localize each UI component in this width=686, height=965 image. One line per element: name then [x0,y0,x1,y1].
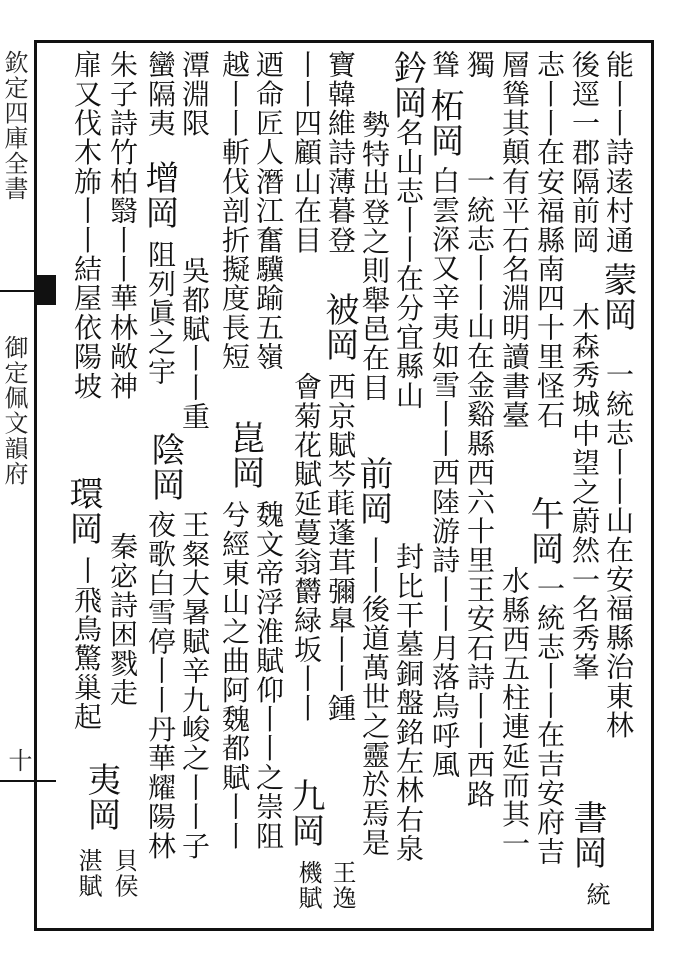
text-column-16: 扉又伐木斾丨丨結屋依陽坡 [70,50,103,401]
text-column-14: 蠻隔夷 [144,50,177,138]
margin-line-lower [0,780,56,782]
text-column-10: 丨丨四顧山在目 [290,50,323,255]
text-column-9: 寶韓維詩薄暮登 [324,50,357,255]
text-column-12: 越丨丨斬伐剖折擬度長短 [218,50,251,372]
text-column-16-tail: 湛賦 [74,848,102,899]
text-column-15-tail: 貝侯 [110,848,138,899]
headword-zhe-gang: 柘岡 [424,88,464,159]
text-column-15-cont: 秦宓詩困戮走 [106,532,139,708]
text-column-1-cont: 一統志丨丨山在安福縣治東林 [602,360,635,740]
headword-wu-gang: 午岡 [524,496,564,567]
text-column-11: 迺命匠人潛江奮驥踰五嶺 [252,50,285,372]
headword-shu-gang: 書岡 [567,800,607,871]
text-column-8: 勢特出登之則舉邑在目 [358,110,391,402]
text-column-7-cont: 封比干墓銅盤銘左林右泉 [392,542,425,864]
headword-bei-gang: 被岡 [319,292,359,363]
headword-kun-gang: 崑岡 [225,420,265,491]
frame-left-rule [34,40,37,931]
library-title: 欽定四庫全書 [0,50,28,202]
text-column-3: 志丨丨在安福縣南四十里怪石 [533,50,566,430]
text-column-10-cont: 會菊花賦延蔓翁欝緑坂丨丨 [290,372,323,723]
text-column-14-cont: 阻列眞之宇 [144,240,177,386]
margin-line-upper [0,290,56,292]
text-column-14-tail: 夜歌白雪停丨丨丹華耀陽林 [144,510,177,861]
text-column-6-top: 聳 [428,50,461,80]
text-column-4-cont: 水縣西五柱連延而其一 [498,566,531,858]
text-column-11-cont: 魏文帝浮淮賦仰丨丨之崇阻 [252,500,285,851]
text-column-5: 一統志丨丨山在金谿縣西六十里王安石詩丨丨西路 [463,166,496,809]
headword-yi-gang: 夷岡 [81,762,121,833]
folio-number: 十 [4,748,32,774]
headword-meng-gang: 蒙岡 [597,262,637,333]
text-column-1: 能丨丨詩逺村通 [602,50,635,255]
text-column-2-tail: 統 [582,882,610,908]
headword-zeng-gang: 增岡 [139,160,179,231]
text-column-5-top: 獨 [463,50,496,80]
text-column-16-cont: 丨飛鳥驚巢起 [70,556,103,732]
text-column-9-tail: 王逸 [328,860,356,911]
text-column-15: 朱子詩竹柏翳丨丨華林敞神 [106,50,139,401]
text-column-3-cont: 一統志丨丨在吉安府吉 [533,574,566,866]
headword-jiu-gang: 九岡 [285,778,325,849]
margin-band-lower [37,291,56,305]
headword-yin-gang: 陰岡 [145,432,185,503]
text-column-9-cont: 西京賦芩𦶇蓬茸彌臯丨丨鍾 [324,372,357,723]
text-column-12-cont: 兮經東山之曲阿魏都賦丨丨 [218,500,251,851]
book-title: 御定佩文韻府 [0,335,28,487]
frame-bottom-rule [34,928,654,931]
frame-top-rule [34,40,654,43]
headword-huan-gang: 環岡 [63,476,103,547]
text-column-13-cont: 吳都賦丨丨重 [178,256,211,432]
text-column-13: 潭淵限 [178,50,211,138]
margin-band-upper [37,275,56,291]
headword-qian2-gang: 前岡 [353,456,393,527]
frame-right-rule [651,40,654,931]
text-column-10-tail: 機賦 [294,860,322,911]
headword-qian-gang: 鈐岡 [387,50,427,121]
text-column-2-cont: 木森秀城中望之蔚然一名秀峯 [568,302,601,682]
text-column-4: 層聳其顛有平石名淵明讀書臺 [498,50,531,430]
text-column-6: 白雲深又辛夷如雪丨丨西陸游詩丨丨月落烏呼風 [428,166,461,780]
text-column-7: 名山志丨丨在分宜縣山 [392,118,425,410]
text-column-8-cont: 丨丨後道萬世之靈於焉是 [358,536,391,858]
text-column-2: 後逕一郡隔前岡 [568,50,601,255]
text-column-13-tail: 王粲大暑賦辛九峻之丨丨子 [178,510,211,861]
